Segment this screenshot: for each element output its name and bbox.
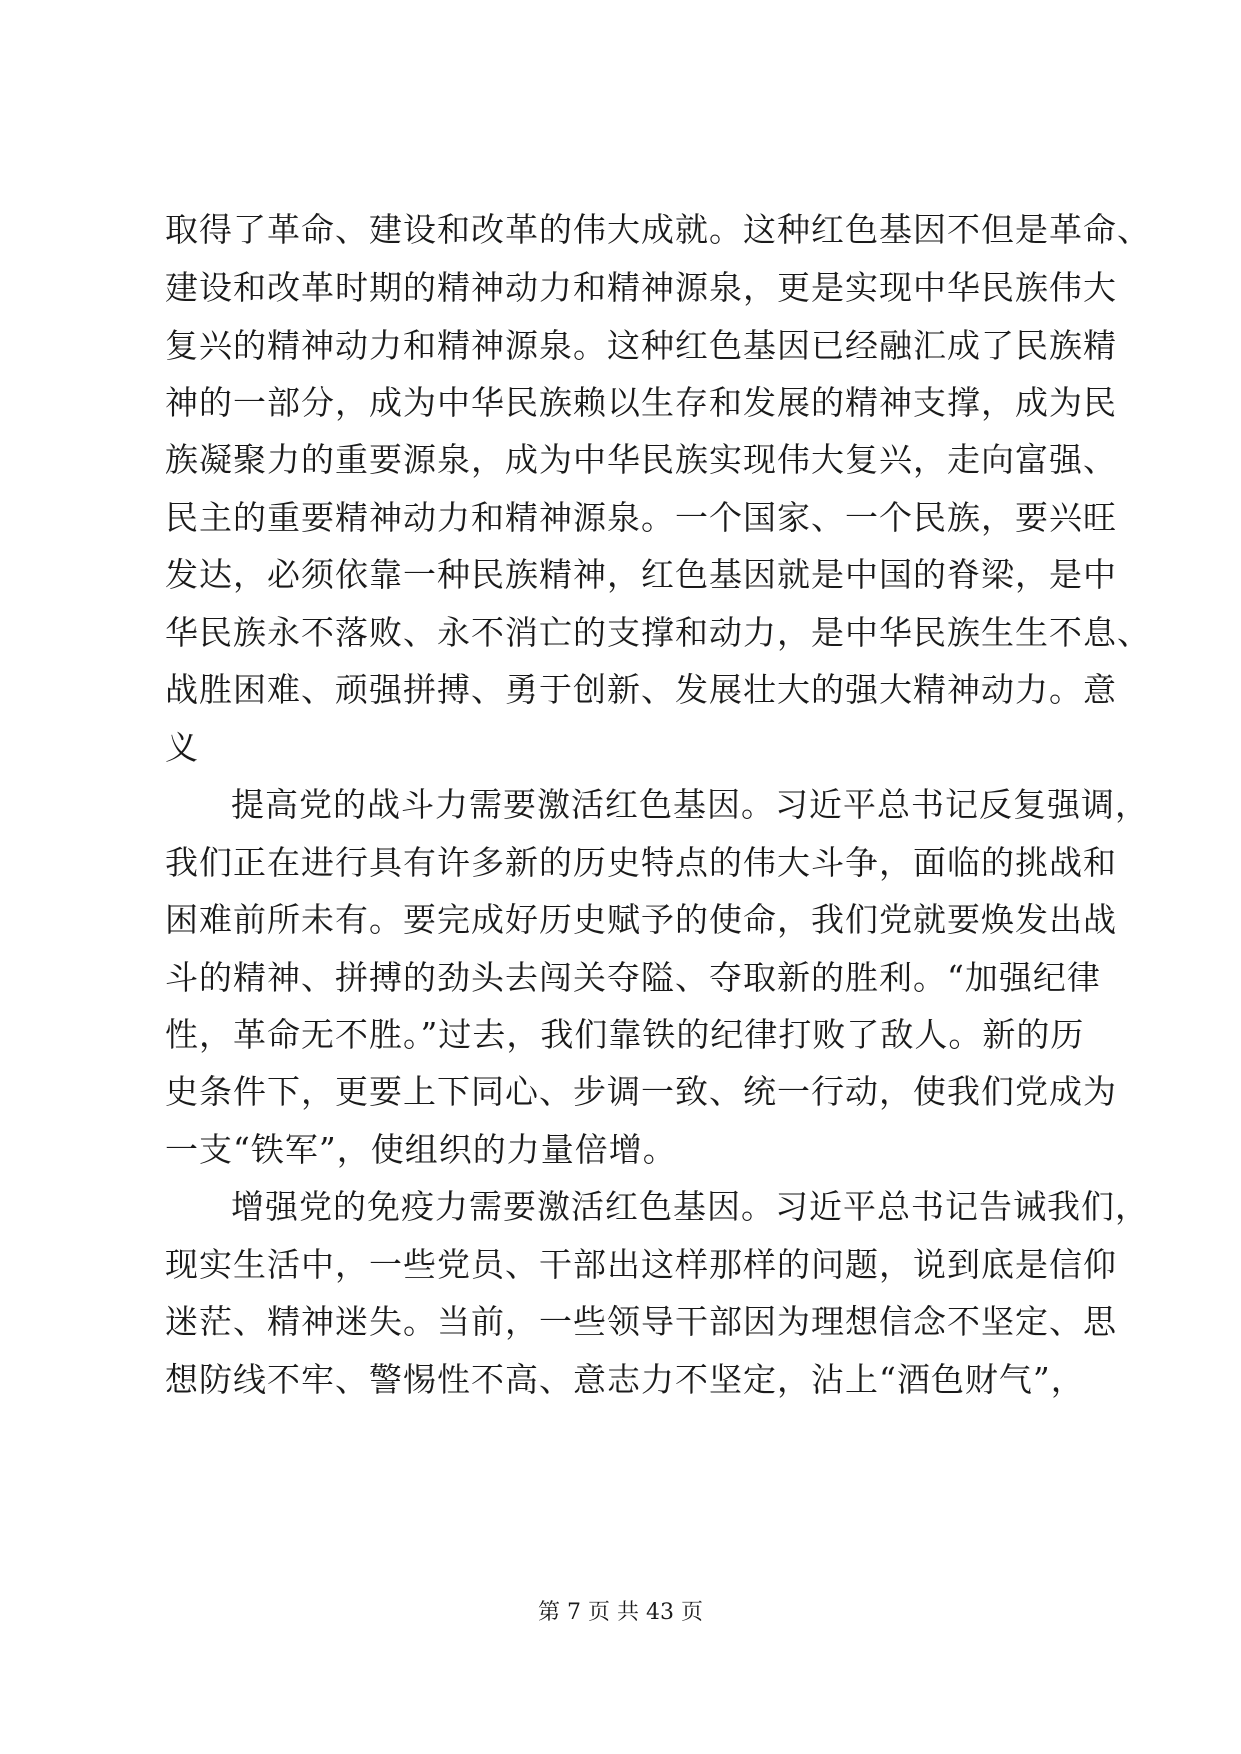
paragraph-line: 一支“铁军”，使组织的力量倍增。 (165, 1130, 677, 1169)
paragraph-line: 斗的精神、拼搏的劲头去闯关夺隘、夺取新的胜利。“加强纪律 (165, 958, 1101, 997)
paragraph-line: 民主的重要精神动力和精神源泉。一个国家、一个民族，要兴旺 (165, 498, 1117, 537)
paragraph-line: 取得了革命、建设和改革的伟大成就。这种红色基因不但是革命、 (165, 210, 1151, 249)
paragraph-line: 迷茫、精神迷失。当前，一些领导干部因为理想信念不坚定、思 (165, 1302, 1117, 1341)
paragraph-line: 义 (165, 728, 199, 767)
paragraph-line: 神的一部分，成为中华民族赖以生存和发展的精神支撑，成为民 (165, 383, 1117, 422)
page-number-footer: 第 7 页 共 43 页 (538, 1600, 703, 1625)
paragraph-line: 发达，必须依靠一种民族精神，红色基因就是中国的脊梁，是中 (165, 555, 1117, 594)
paragraph-line: 现实生活中，一些党员、干部出这样那样的问题，说到底是信仰 (165, 1245, 1117, 1284)
paragraph-line: 族凝聚力的重要源泉，成为中华民族实现伟大复兴，走向富强、 (165, 440, 1117, 479)
paragraph-line: 复兴的精神动力和精神源泉。这种红色基因已经融汇成了民族精 (165, 326, 1117, 365)
paragraph-line: 史条件下，更要上下同心、步调一致、统一行动，使我们党成为 (165, 1072, 1117, 1111)
paragraph-line: 华民族永不落败、永不消亡的支撑和动力，是中华民族生生不息、 (165, 613, 1151, 652)
paragraph-line: 想防线不牢、警惕性不高、意志力不坚定，沾上“酒色财气”， (165, 1360, 1085, 1399)
paragraph-line: 战胜困难、顽强拼搏、勇于创新、发展壮大的强大精神动力。意 (165, 670, 1117, 709)
paragraph-line: 我们正在进行具有许多新的历史特点的伟大斗争，面临的挑战和 (165, 843, 1117, 882)
paragraph-first-line: 提高党的战斗力需要激活红色基因。习近平总书记反复强调， (231, 785, 1149, 824)
paragraph-line: 建设和改革时期的精神动力和精神源泉，更是实现中华民族伟大 (165, 268, 1117, 307)
paragraph-first-line: 增强党的免疫力需要激活红色基因。习近平总书记告诫我们， (231, 1187, 1149, 1226)
paragraph-line: 困难前所未有。要完成好历史赋予的使命，我们党就要焕发出战 (165, 900, 1117, 939)
paragraph-line: 性，革命无不胜。”过去，我们靠铁的纪律打败了敌人。新的历 (165, 1015, 1085, 1054)
